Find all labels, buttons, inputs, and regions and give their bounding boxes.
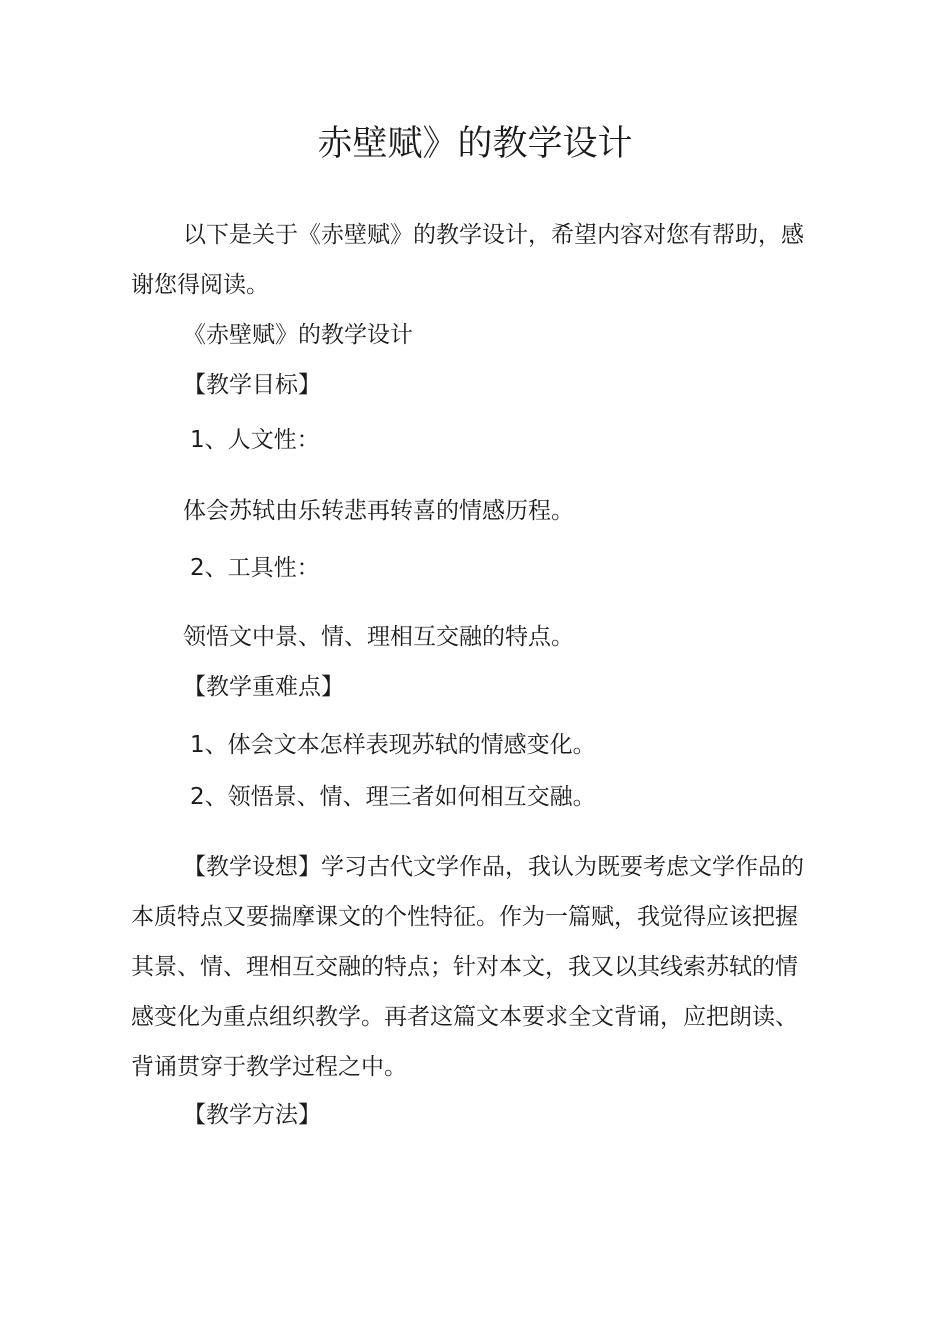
document-title: 赤壁赋》的教学设计 [317, 124, 633, 164]
conception-line-4: 感变化为重点组织教学。再者这篇文本要求全文背诵，应把朗读、 [131, 1004, 798, 1030]
objective-item-2-label: 2、工具性： [190, 555, 320, 581]
conception-line-3: 其景、情、理相互交融的特点；针对本文，我又以其线索苏轼的情 [131, 954, 798, 980]
intro-line-2: 谢您得阅读。 [131, 272, 269, 298]
objectives-heading: 【教学目标】 [183, 372, 321, 398]
document-subtitle: 《赤壁赋》的教学设计 [183, 322, 413, 348]
conception-line-5: 背诵贯穿于教学过程之中。 [131, 1054, 407, 1080]
objective-item-2-text: 领悟文中景、情、理相互交融的特点。 [183, 624, 574, 650]
methods-heading: 【教学方法】 [183, 1102, 321, 1128]
intro-line-1: 以下是关于《赤壁赋》的教学设计，希望内容对您有帮助，感 [183, 222, 804, 248]
objective-item-1-label: 1、人文性： [190, 427, 320, 453]
conception-line-1: 【教学设想】学习古代文学作品，我认为既要考虑文学作品的 [183, 854, 804, 880]
objective-item-1-text: 体会苏轼由乐转悲再转喜的情感历程。 [183, 498, 574, 524]
key-point-item-1: 1、体会文本怎样表现苏轼的情感变化。 [190, 732, 596, 758]
key-point-item-2: 2、领悟景、情、理三者如何相互交融。 [190, 784, 596, 810]
conception-line-2: 本质特点又要揣摩课文的个性特征。作为一篇赋，我觉得应该把握 [131, 904, 798, 930]
key-points-heading: 【教学重难点】 [183, 674, 344, 700]
